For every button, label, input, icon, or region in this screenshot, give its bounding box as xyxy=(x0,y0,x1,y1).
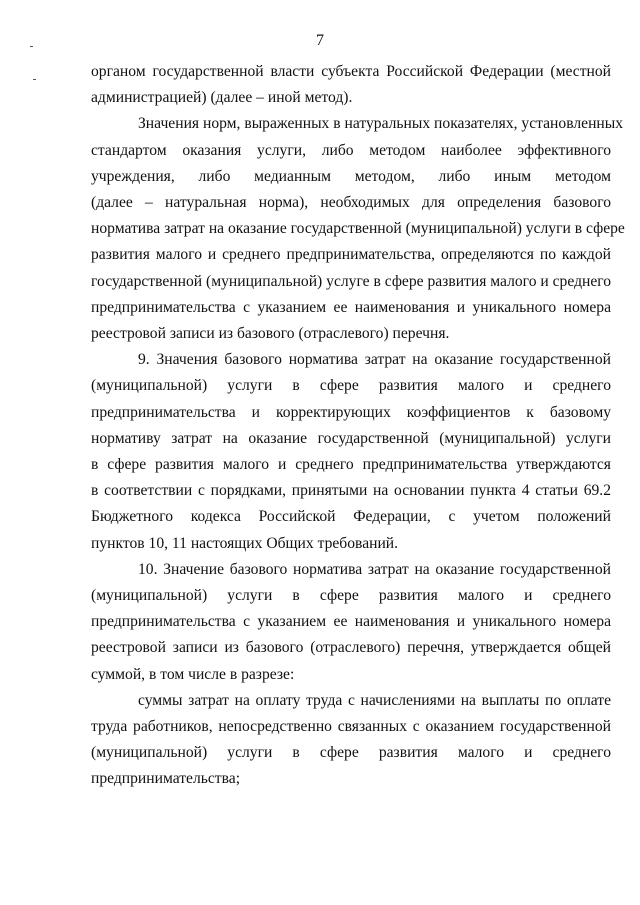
text-line: развития малого и среднего предпринимательства, определяются по каждой xyxy=(91,246,611,264)
text-line: в сфере развития малого и среднего предпринимательства утверждаются xyxy=(91,456,611,474)
paragraph-p1 xyxy=(91,111,625,347)
text-line: суммы затрат на оплату труда с начислениями на выплаты по оплате xyxy=(138,691,611,709)
text-line: Значения норм, выраженных в натуральных показателях, установленных xyxy=(138,115,624,133)
text-line: 10. Значение базового норматива затрат на оказание государственной xyxy=(138,560,611,578)
text-line: (далее – натуральная норма), необходимых для определения базового xyxy=(91,194,611,212)
text-line: государственной (муниципальной) услуге в сфере развития малого и среднего xyxy=(91,272,612,290)
paragraph-p2 xyxy=(91,347,611,557)
text-line: в соответствии с порядками, принятыми на основании пункта 4 статьи 69.2 xyxy=(91,482,611,500)
paragraph-p4 xyxy=(91,688,611,793)
scan-artifact-mark xyxy=(33,79,36,80)
text-line: предпринимательства с указанием ее наименования и уникального номера xyxy=(91,613,611,631)
text-line: норматива затрат на оказание государственной (муниципальной) услуги в сфере xyxy=(91,220,625,238)
text-line: предпринимательства; xyxy=(91,770,241,788)
text-line: нормативу затрат на оказание государственной (муниципальной) услуги xyxy=(91,429,611,447)
text-line: органом государственной власти субъекта Российской Федерации (местной xyxy=(91,63,611,80)
text-line: 9. Значения базового норматива затрат на оказание государственной xyxy=(138,351,611,369)
document-body xyxy=(91,59,625,793)
text-line: труда работников, непосредственно связанных с оказанием государственной xyxy=(91,718,611,736)
text-line: Бюджетного кодекса Российской Федерации, с учетом положений xyxy=(91,508,611,526)
text-line: (муниципальной) услуги в сфере развития малого и среднего xyxy=(91,587,611,605)
page-number: 7 xyxy=(316,32,324,49)
text-line: (муниципальной) услуги в сфере развития малого и среднего xyxy=(91,744,611,762)
paragraph-p3 xyxy=(91,557,611,688)
text-line: предпринимательства и корректирующих коэффициентов к базовому xyxy=(91,403,611,421)
text-line: учреждения, либо медианным методом, либо иным методом xyxy=(91,167,611,185)
text-line: реестровой записи из базового (отраслевого) перечня, утверждается общей xyxy=(91,639,611,657)
paragraph-p0 xyxy=(91,59,611,111)
text-line: суммой, в том числе в разрезе: xyxy=(91,665,295,683)
text-line: администрацией) (далее – иной метод). xyxy=(91,89,353,107)
text-line: пунктов 10, 11 настоящих Общих требований. xyxy=(91,534,399,552)
text-line: предпринимательства с указанием ее наименования и уникального номера xyxy=(91,298,611,316)
text-line: реестровой записи из базового (отраслевого) перечня. xyxy=(91,325,450,343)
text-line: (муниципальной) услуги в сфере развития малого и среднего xyxy=(91,377,611,395)
text-line: стандартом оказания услуги, либо методом наиболее эффективного xyxy=(91,141,611,159)
